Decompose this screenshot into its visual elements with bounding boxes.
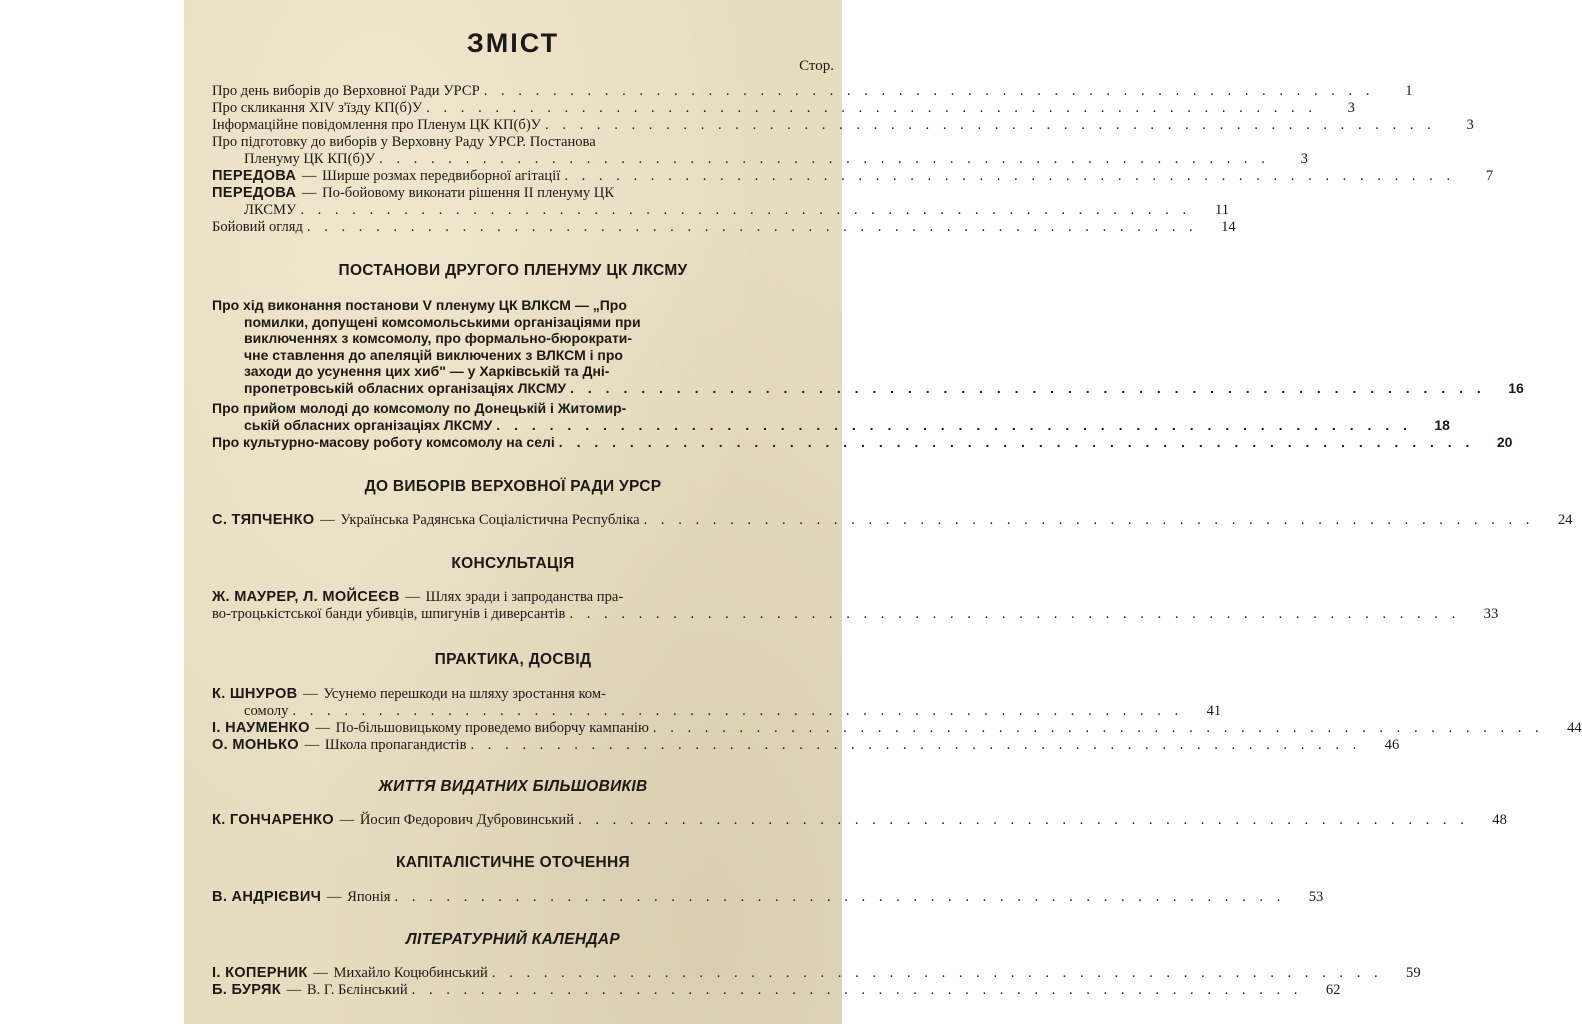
- toc-entry: В. АНДРІЄВИЧ — Японія . . . . . . . . . . . . . . . . . . . . . . . . . . . . . . . . . . . . . . . . . . . . . . . . . . . . 53: [212, 889, 1324, 905]
- section-heading: ЖИТТЯ ВИДАТНИХ БІЛЬШОВИКІВ: [378, 778, 648, 795]
- section-heading: ДО ВИБОРІВ ВЕРХОВНОЇ РАДИ УРСР: [364, 478, 662, 495]
- section-heading: ЛІТЕРАТУРНИЙ КАЛЕНДАР: [406, 931, 620, 948]
- toc-entry: Про культурно-масову роботу комсомолу на селі . . . . . . . . . . . . . . . . . . . . . . . . . . . . . . . . . . . . . . . . . . . . . . . . . . . . 20: [212, 434, 1513, 450]
- toc-entry: ПЕРЕДОВА — По-бойовому виконати рішення ІІ пленуму ЦК ЛКСМУ . . . . . . . . . . . . . . . . . . . . . . . . . . . . . . . . . . . . . . . . . . . . . . . . . . . . 11: [212, 185, 1230, 218]
- author-name: К. ШНУРОВ: [212, 686, 298, 702]
- author-name: І. НАУМЕНКО: [212, 720, 310, 736]
- toc-entry: К. ГОНЧАРЕНКО — Йосип Федорович Дубровинський . . . . . . . . . . . . . . . . . . . . . . . . . . . . . . . . . . . . . . . . . . . . . . . . . . . . 48: [212, 812, 1507, 828]
- author-name: О. МОНЬКО: [212, 737, 299, 753]
- toc-entry: Про скликання XIV з'їзду КП(б)У . . . . . . . . . . . . . . . . . . . . . . . . . . . . . . . . . . . . . . . . . . . . . . . . . . . . 3: [212, 100, 1355, 116]
- toc-entry: Інформаційне повідомлення про Пленум ЦК КП(б)У . . . . . . . . . . . . . . . . . . . . . . . . . . . . . . . . . . . . . . . . . . . . . . . . . . . . 3: [212, 117, 1474, 133]
- author-name: Ж. МАУРЕР, Л. МОЙСЕЄВ: [212, 589, 400, 605]
- toc-entry: О. МОНЬКО — Школа пропагандистів . . . . . . . . . . . . . . . . . . . . . . . . . . . . . . . . . . . . . . . . . . . . . . . . . . . . 46: [212, 737, 1400, 753]
- toc-entry: Про підготовку до виборів у Верховну Раду УРСР. Постанова Пленуму ЦК КП(б)У . . . . . . . . . . . . . . . . . . . . . . . . . . . . . . . . . . . . . . . . . . . . . . . . . . . . 3: [212, 134, 1308, 167]
- toc-page: [184, 0, 1582, 1024]
- section-heading: ПОСТАНОВИ ДРУГОГО ПЛЕНУМУ ЦК ЛКСМУ: [338, 262, 688, 279]
- author-name: І. КОПЕРНИК: [212, 965, 308, 981]
- toc-entry: Бойовий огляд . . . . . . . . . . . . . . . . . . . . . . . . . . . . . . . . . . . . . . . . . . . . . . . . . . . . 14: [212, 219, 1236, 235]
- toc-entry: С. ТЯПЧЕНКО — Українська Радянська Соціалістична Республіка . . . . . . . . . . . . . . . . . . . . . . . . . . . . . . . . . . . . . . . . . . . . . . . . . . . . 24: [212, 512, 1573, 528]
- toc-entry: ПЕРЕДОВА — Ширше розмах передвиборної агітації . . . . . . . . . . . . . . . . . . . . . . . . . . . . . . . . . . . . . . . . . . . . . . . . . . . . 7: [212, 168, 1494, 184]
- toc-entry: Про прийом молоді до комсомолу по Донецькій і Житомир- ській обласних організаціях ЛКСМУ . . . . . . . . . . . . . . . . . . . . . . . . . . . . . . . . . . . . . . . . . . . . . . . . . . . . 18: [212, 400, 1450, 433]
- toc-entry: К. ШНУРОВ — Усунемо перешкоди на шляху зростання ком- сомолу . . . . . . . . . . . . . . . . . . . . . . . . . . . . . . . . . . . . . . . . . . . . . . . . . . . . 41: [212, 686, 1222, 719]
- toc-entry: Про день виборів до Верховної Ради УРСР . . . . . . . . . . . . . . . . . . . . . . . . . . . . . . . . . . . . . . . . . . . . . . . . . . . . 1: [212, 83, 1413, 99]
- section-heading: ПРАКТИКА, ДОСВІД: [434, 651, 592, 668]
- author-name: В. АНДРІЄВИЧ: [212, 889, 322, 905]
- page-title: ЗМІСТ: [466, 28, 560, 58]
- toc-entry: І. КОПЕРНИК — Михайло Коцюбинський . . . . . . . . . . . . . . . . . . . . . . . . . . . . . . . . . . . . . . . . . . . . . . . . . . . . 59: [212, 965, 1421, 981]
- section-heading: КАПІТАЛІСТИЧНЕ ОТОЧЕННЯ: [396, 854, 630, 871]
- author-name: ПЕРЕДОВА: [212, 185, 297, 201]
- toc-entry: Ж. МАУРЕР, Л. МОЙСЕЄВ — Шлях зради і запроданства пра- во-троцькістської банди убивців, шпигунів і диверсантів . . . . . . . . . . . . . . . . . . . . . . . . . . . . . . . . . . . . . . . . . . . . . . . . . . . . 33: [212, 589, 1499, 622]
- author-name: Б. БУРЯК: [212, 982, 281, 998]
- toc-entry: Про хід виконання постанови V пленуму ЦК ВЛКСМ — „Про помилки, допущені комсомольськими організаціями при виключеннях з комсомолу, про формально-бюрократи- чне ставлення до апеляцій виключених з ВЛКСМ і про заходи до усунення цих хиб" — у Харківській та Дні- пропетровській обласних організаціях ЛКСМУ . . . . . . . . . . . . . . . . . . . . . . . . . . . . . . . . . . . . . . . . . . . . . . . . . . . . 16: [212, 297, 1524, 396]
- author-name: ПЕРЕДОВА: [212, 168, 297, 184]
- page-column-label: Стор.: [799, 58, 834, 74]
- toc-entry: Б. БУРЯК — В. Г. Бєлінський . . . . . . . . . . . . . . . . . . . . . . . . . . . . . . . . . . . . . . . . . . . . . . . . . . . . 62: [212, 982, 1341, 998]
- toc-entry: І. НАУМЕНКО — По-більшовицькому проведемо виборчу кампанію . . . . . . . . . . . . . . . . . . . . . . . . . . . . . . . . . . . . . . . . . . . . . . . . . . . . 44: [212, 720, 1582, 736]
- author-name: К. ГОНЧАРЕНКО: [212, 812, 334, 828]
- author-name: С. ТЯПЧЕНКО: [212, 512, 315, 528]
- section-heading: КОНСУЛЬТАЦІЯ: [451, 555, 575, 572]
